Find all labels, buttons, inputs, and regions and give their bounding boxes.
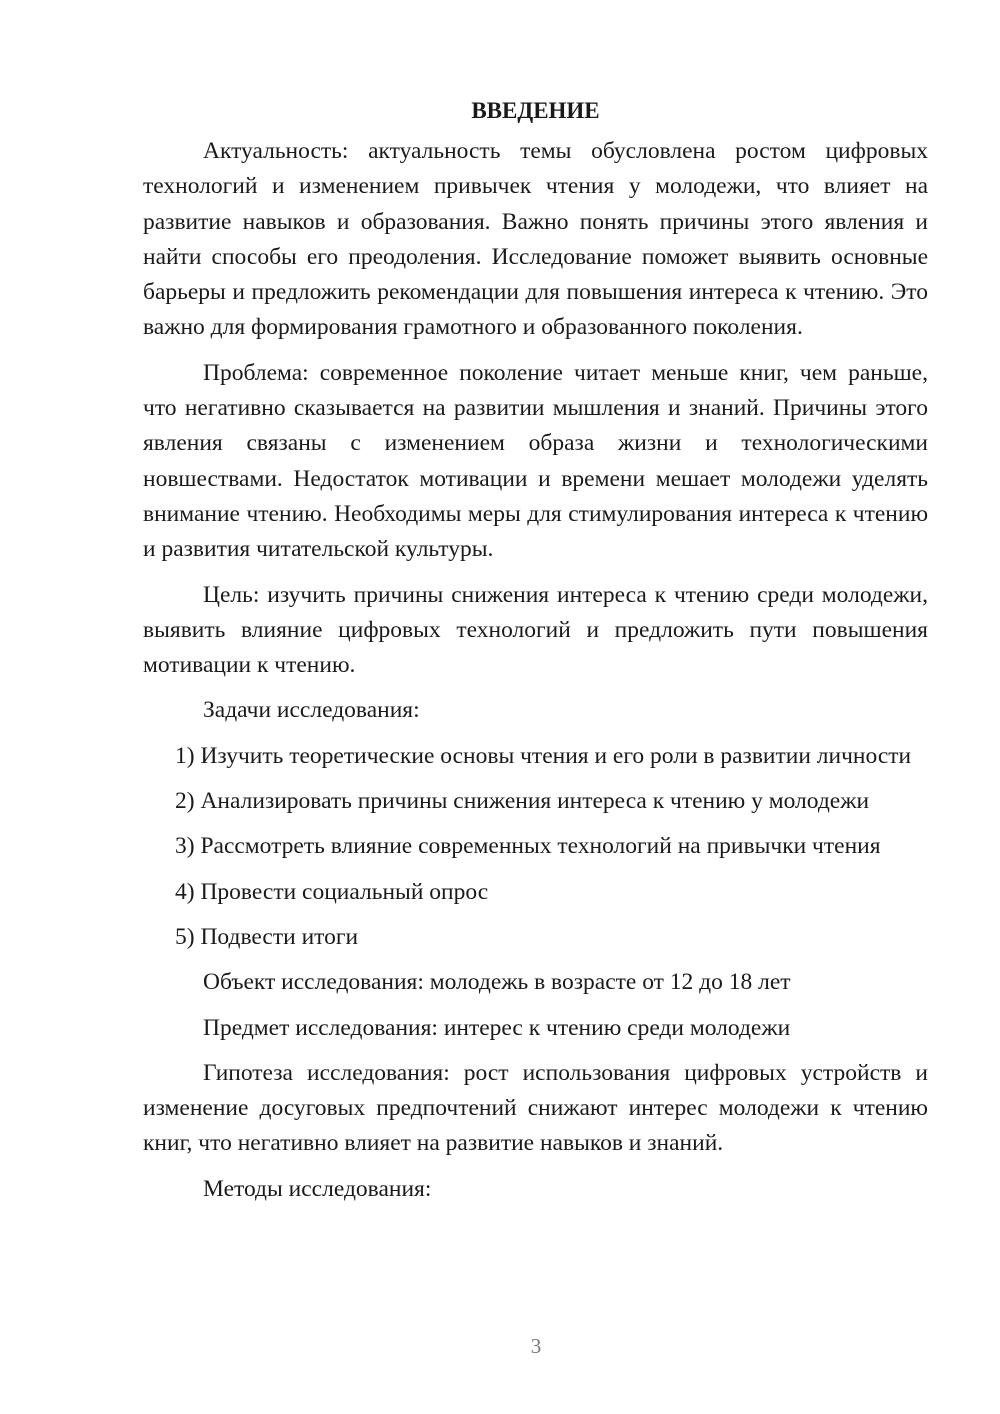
task-item-3: 3) Рассмотреть влияние современных технологий на привычки чтения <box>175 833 881 860</box>
tasks-heading: Задачи исследования: <box>203 697 420 724</box>
task-item-5: 5) Подвести итоги <box>175 923 359 950</box>
methods-heading: Методы исследования: <box>203 1175 432 1202</box>
document-page <box>143 96 928 1217</box>
problem-paragraph: Проблема: современное поколение читает меньше книг, чем раньше, что негативно сказывается на развитии мышления и знаний. Причины этого явления связаны с изменением образа жизни и технологическими новшествами. Недостаток мотивации и времени мешает молодежи уделять внимание чтению. Необходимы меры для стимулирования интереса к чтению и развития читательской культуры. <box>143 359 928 563</box>
section-title: ВВЕДЕНИЕ <box>471 98 600 123</box>
hypothesis-paragraph: Гипотеза исследования: рост использования цифровых устройств и изменение досуговых предпочтений снижают интерес молодежи к чтению книг, что негативно влияет на развитие навыков и знаний. <box>143 1059 928 1157</box>
subject-paragraph: Предмет исследования: интерес к чтению среди молодежи <box>203 1014 791 1041</box>
goal-paragraph: Цель: изучить причины снижения интереса к чтению среди молодежи, выявить влияние цифровых технологий и предложить пути повышения мотивации к чтению. <box>143 581 928 679</box>
object-paragraph: Объект исследования: молодежь в возрасте от 12 до 18 лет <box>203 969 791 996</box>
task-item-1: 1) Изучить теоретические основы чтения и его роли в развитии личности <box>175 742 912 769</box>
task-item-2: 2) Анализировать причины снижения интереса к чтению у молодежи <box>175 788 870 815</box>
relevance-paragraph: Актуальность: актуальность темы обусловлена ростом цифровых технологий и изменением привычек чтения у молодежи, что влияет на развитие навыков и образования. Важно понять причины этого явления и найти способы его преодоления. Исследование поможет выявить основные барьеры и предложить рекомендации для повышения интереса к чтению. Это важно для формирования грамотного и образованного поколения. <box>143 138 928 341</box>
page-number: 3 <box>530 1334 542 1358</box>
task-item-4: 4) Провести социальный опрос <box>175 878 489 905</box>
